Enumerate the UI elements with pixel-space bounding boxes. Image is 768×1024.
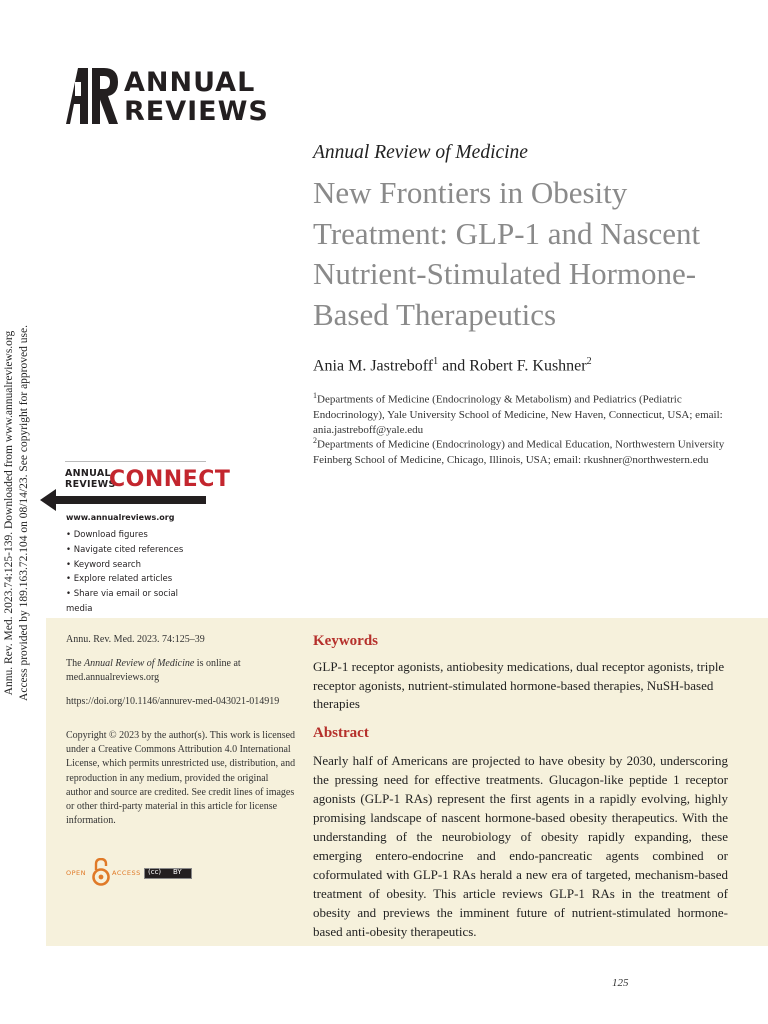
arrow-left-icon bbox=[40, 489, 206, 511]
cc-by-license-icon bbox=[144, 868, 192, 879]
affiliation-mark: 1 bbox=[313, 391, 317, 400]
connect-url-link[interactable]: www.annualreviews.org bbox=[66, 513, 175, 522]
download-access-note bbox=[2, 306, 38, 720]
online-note bbox=[66, 657, 296, 685]
list-item[interactable]: • Explore related articles bbox=[66, 572, 206, 587]
download-note-line: Annu. Rev. Med. 2023.74:125-139. Downloaded from www.annualreviews.org bbox=[3, 330, 15, 696]
connect-feature-list bbox=[66, 528, 206, 617]
article-title: New Frontiers in Obesity Treatment: GLP-1 and Nascent Nutrient-Stimulated Hormone-Based Therapeutics bbox=[313, 175, 701, 332]
author-affil-mark: 1 bbox=[433, 356, 439, 367]
annual-reviews-logo bbox=[66, 67, 269, 127]
keywords-heading: Keywords bbox=[313, 633, 378, 649]
doi-link[interactable]: https://doi.org/10.1146/annurev-med-043021-014919 bbox=[66, 696, 280, 707]
online-note-journal: Annual Review of Medicine bbox=[84, 658, 195, 669]
affiliation-2 bbox=[313, 433, 743, 468]
annual-reviews-connect-box[interactable] bbox=[40, 461, 231, 614]
cc-label: (cc) bbox=[148, 868, 162, 876]
open-lock-icon bbox=[92, 858, 110, 886]
connect-divider bbox=[65, 461, 206, 462]
online-note-post: is online at med.annualreviews.org bbox=[66, 658, 241, 684]
connect-annual-word: ANNUAL bbox=[65, 468, 111, 479]
abstract-heading: Abstract bbox=[313, 725, 369, 741]
affiliation-text: Departments of Medicine (Endocrinology) and Medical Education, Northwestern University Feinberg School of Medicine, Chicago, Illinois, USA; email: rkushner@northwestern.edu bbox=[313, 438, 725, 467]
author-affil-mark: 2 bbox=[586, 356, 592, 367]
author-list bbox=[313, 356, 592, 375]
author-name: Robert F. Kushner bbox=[469, 357, 587, 375]
list-item[interactable]: • Keyword search bbox=[66, 558, 206, 573]
keywords-text: GLP-1 receptor agonists, antiobesity medications, dual receptor agonists, triple receptor agonists, nutrient-stimulated hormone-based therapies, NuSH-based therapies bbox=[313, 659, 725, 711]
author-name: Ania M. Jastreboff bbox=[313, 357, 434, 375]
list-item[interactable]: • Download figures bbox=[66, 528, 206, 543]
connect-title: CONNECT bbox=[109, 467, 231, 492]
by-label: BY bbox=[173, 868, 182, 876]
connect-reviews-word: REVIEWS bbox=[65, 478, 116, 490]
journal-name: Annual Review of Medicine bbox=[313, 142, 528, 163]
affiliation-text: Departments of Medicine (Endocrinology & Metabolism) and Pediatrics (Pediatric Endocrinology), Yale University School of Medicine, New Haven, Connecticut, USA; email: ania.jastreboff@yale.edu bbox=[313, 393, 723, 437]
open-access-badge bbox=[66, 858, 206, 888]
access-note-line: Access provided by 189.163.72.104 on 08/14/23. See copyright for approved use. bbox=[18, 325, 30, 701]
annual-reviews-logo-icon bbox=[66, 68, 118, 124]
list-item[interactable]: • Share via email or social media bbox=[66, 587, 206, 617]
page-number: 125 bbox=[612, 977, 629, 989]
open-access-access-label: ACCESS bbox=[112, 869, 141, 877]
citation: Annu. Rev. Med. 2023. 74:125–39 bbox=[66, 634, 205, 645]
online-note-pre: The bbox=[66, 658, 85, 669]
open-access-open-label: OPEN bbox=[66, 869, 87, 877]
affiliation-mark: 2 bbox=[313, 436, 317, 445]
abstract-text: Nearly half of Americans are projected to have obesity by 2030, underscoring the pressing need for effective treatments. Glucagon-like peptide 1 receptor agonists (GLP-1 RAs) represent the first agents in a rapidly evolving, highly promising landscape of nascent hormone-based obesity therapeutics. With the understanding of the neurobiology of obesity rapidly expanding, these emerging entero-endocrine and endo-pancreatic agents combined or coformulated with GLP-1 RAs herald a new era of targeted, mechanism-based treatment of obesity. This article reviews GLP-1 RAs in the treatment of obesity and previews the imminent future of nutrient-stimulated hormone-based anti-obesity therapeutics. bbox=[313, 753, 728, 939]
logo-word-annual: ANNUAL bbox=[124, 67, 256, 98]
affiliation-1 bbox=[313, 388, 743, 439]
logo-word-reviews: REVIEWS bbox=[124, 96, 269, 127]
list-item[interactable]: • Navigate cited references bbox=[66, 543, 206, 558]
author-conjunction: and bbox=[438, 357, 470, 375]
copyright-notice: Copyright © 2023 by the author(s). This work is licensed under a Creative Commons Attribution 4.0 International License, which permits unrestricted use, distribution, and reproduction in any medium, provided the original author and source are credited. See credit lines of images or other third-party material in this article for license information. bbox=[66, 730, 296, 827]
